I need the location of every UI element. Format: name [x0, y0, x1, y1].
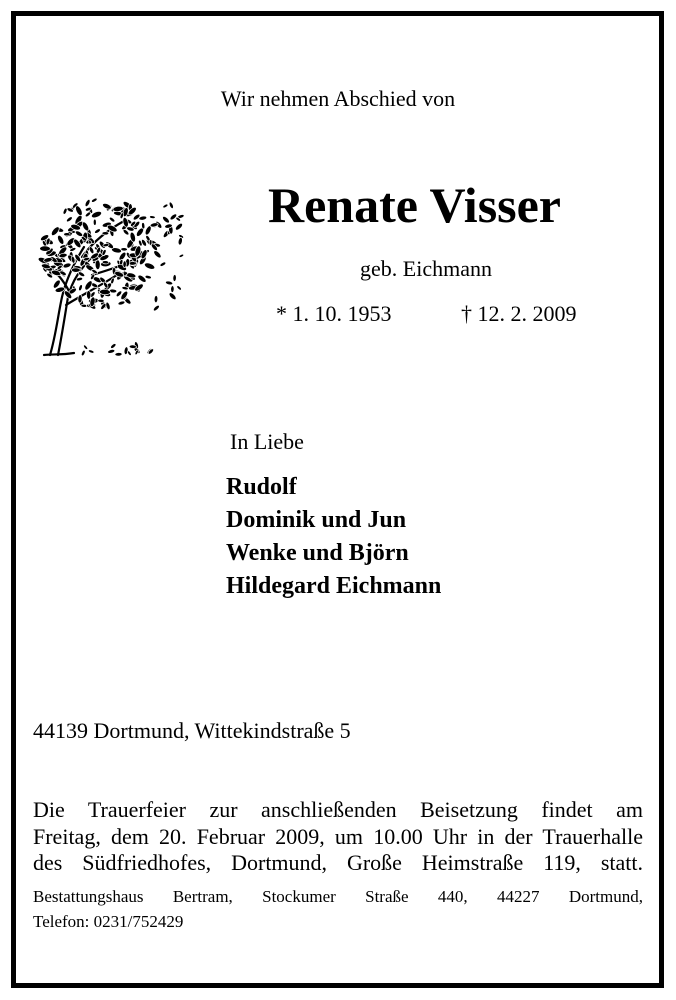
- family-member: Rudolf: [226, 474, 297, 500]
- maiden-name: geb. Eichmann: [360, 256, 492, 281]
- family-address: 44139 Dortmund, Wittekindstraße 5: [33, 718, 351, 743]
- ceremony-line: des Südfriedhofes, Dortmund, Große Heimstraße 119, statt.: [33, 850, 643, 875]
- family-member: Hildegard Eichmann: [226, 573, 442, 599]
- birth-date: * 1. 10. 1953: [276, 301, 392, 326]
- intro-text: Wir nehmen Abschied von: [220, 86, 456, 111]
- undertaker-phone: Telefon: 0231/752429: [33, 912, 184, 931]
- undertaker-line: Bestattungshaus Bertram, Stockumer Straße 440, 44227 Dortmund,: [33, 887, 643, 906]
- ceremony-line: Die Trauerfeier zur anschließenden Beisetzung findet am: [33, 797, 643, 822]
- death-date: † 12. 2. 2009: [461, 301, 577, 326]
- family-member: Wenke und Björn: [226, 540, 409, 566]
- windblown-tree-icon: [22, 185, 184, 360]
- ceremony-line: Freitag, dem 20. Februar 2009, um 10.00 Uhr in der Trauerhalle: [33, 823, 643, 849]
- deceased-name: Renate Visser: [268, 177, 561, 233]
- in-love-label: In Liebe: [230, 429, 304, 454]
- undertaker-info: [33, 884, 643, 934]
- family-member: Dominik und Jun: [226, 507, 407, 533]
- ceremony-paragraph: [33, 797, 643, 877]
